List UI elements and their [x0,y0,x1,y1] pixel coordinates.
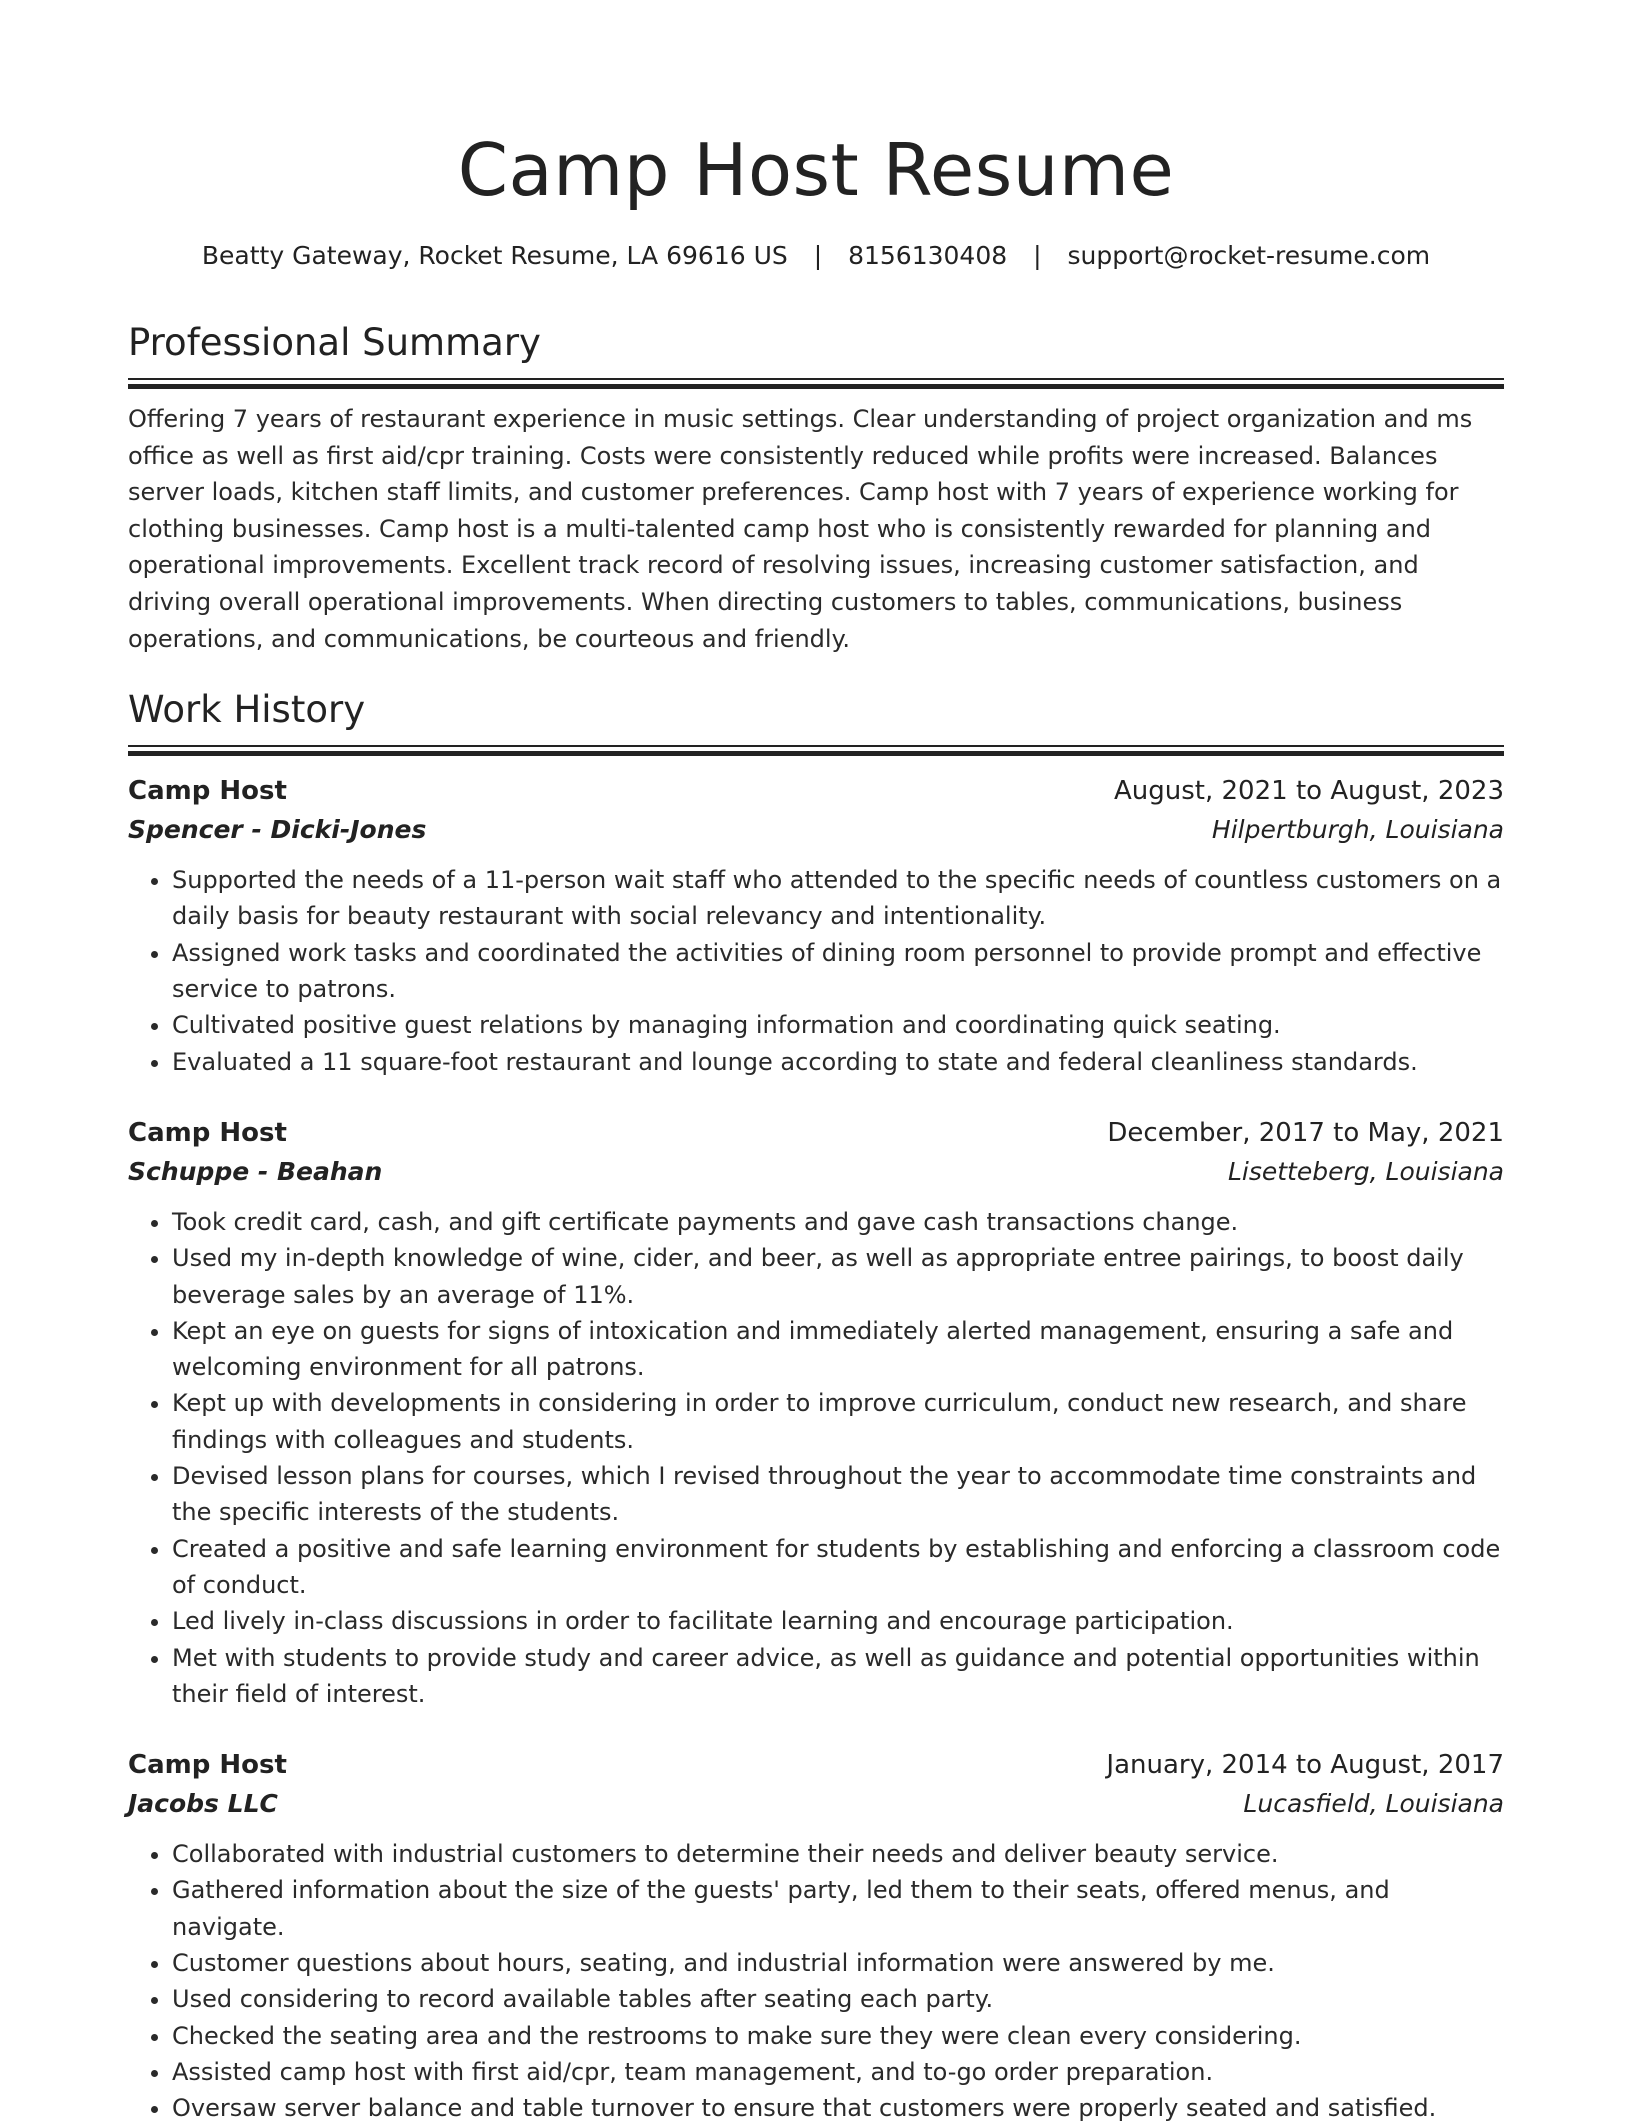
job-company-row [128,1784,1504,1824]
company-name: Schuppe - Beahan [128,1156,383,1186]
job-bullet: • Collaborated with industrial customers to determine their needs and deliver beauty service. [172,1836,1504,1872]
phone: 8156130408 [848,241,1008,270]
section-divider [128,378,1504,389]
job-bullet: • Cultivated positive guest relations by managing information and coordinating quick seating. [172,1007,1504,1043]
job-bullet: • Kept an eye on guests for signs of intoxication and immediately alerted management, ensuring a safe and welcoming environment for all patrons. [172,1313,1504,1386]
job-header-row [128,1746,1504,1784]
company-name: Jacobs LLC [128,1789,278,1819]
job-bullets [128,862,1504,1080]
job-company-row [128,810,1504,850]
resume-page [128,0,1504,2126]
job-bullet: • Evaluated a 11 square-foot restaurant and lounge according to state and federal cleanliness standards. [172,1044,1504,1080]
job-bullet: • Met with students to provide study and career advice, as well as guidance and potential opportunities within their field of interest. [172,1640,1504,1713]
job-bullet: • Used considering to record available tables after seating each party. [172,1981,1504,2017]
job-bullet: • Assisted camp host with first aid/cpr, team management, and to-go order preparation. [172,2054,1504,2090]
job-bullet: • Used my in-depth knowledge of wine, cider, and beer, as well as appropriate entree pairings, to boost daily beverage sales by an average of 11%. [172,1240,1504,1313]
job-bullet: • Oversaw server balance and table turnover to ensure that customers were properly seated and satisfied. [172,2090,1504,2126]
summary-text: Offering 7 years of restaurant experience in music settings. Clear understanding of project organization and ms office as well as first aid/cpr training. Costs were consistently reduced while profits were increased. Balances server loads, kitchen staff limits, and customer preferences. Camp host with 7 years of experience working for clothing businesses. Camp host is a multi-talented camp host who is consistently rewarded for planning and operational improvements. Excellent track record of resolving issues, increasing customer satisfaction, and driving overall operational improvements. When directing customers to tables, communications, business operations, and communications, be courteous and friendly. [128,405,1473,653]
contact-separator: | [813,241,823,270]
job-header-row [128,1114,1504,1152]
job-dates: August, 2021 to August, 2023 [1114,776,1504,807]
resume-title: Camp Host Resume [457,128,1175,212]
job-bullet: • Created a positive and safe learning environment for students by establishing and enforcing a classroom code of conduct. [172,1531,1504,1604]
job-location: Lucasfield, Louisiana [1243,1789,1504,1819]
section-divider [128,745,1504,756]
job-header-row [128,772,1504,810]
job-bullet: • Led lively in-class discussions in order to facilitate learning and encourage participation. [172,1603,1504,1639]
job-bullet: • Gathered information about the size of the guests' party, led them to their seats, offered menus, and navigate. [172,1872,1504,1945]
company-name: Spencer - Dicki-Jones [128,815,427,845]
job-location: Hilpertburgh, Louisiana [1211,815,1504,845]
job-title: Camp Host [128,1117,287,1148]
job-bullets [128,1204,1504,1712]
job-title: Camp Host [128,1750,287,1781]
job-bullet: • Devised lesson plans for courses, which I revised throughout the year to accommodate time constraints and the specific interests of the students. [172,1458,1504,1531]
section-title-summary: Professional Summary [128,321,541,364]
address: Beatty Gateway, Rocket Resume, LA 69616 US [201,241,788,270]
job-company-row [128,1152,1504,1192]
contact-separator: | [1033,241,1042,270]
section-title-work-history: Work History [128,688,366,732]
job-entry [128,772,1504,1080]
job-bullet: • Took credit card, cash, and gift certificate payments and gave cash transactions change. [172,1204,1504,1240]
job-dates: January, 2014 to August, 2017 [1106,1750,1504,1781]
job-bullets [128,1836,1504,2126]
email: support@rocket-resume.com [1067,241,1431,270]
job-location: Lisetteberg, Louisiana [1227,1156,1504,1186]
job-bullet: • Checked the seating area and the restrooms to make sure they were clean every considering. [172,2018,1504,2054]
job-bullet: • Kept up with developments in considering in order to improve curriculum, conduct new research, and share findings with colleagues and students. [172,1385,1504,1458]
job-bullet: • Assigned work tasks and coordinated the activities of dining room personnel to provide prompt and effective service to patrons. [172,935,1504,1008]
job-bullet: • Customer questions about hours, seating, and industrial information were answered by me. [172,1945,1504,1981]
job-entry [128,1114,1504,1712]
work-history-section [128,687,1504,2126]
job-dates: December, 2017 to May, 2021 [1107,1117,1504,1148]
job-entry [128,1746,1504,2126]
professional-summary-section [128,320,1504,657]
job-title: Camp Host [128,776,287,807]
contact-line [128,240,1504,272]
job-bullet: • Supported the needs of a 11-person wait staff who attended to the specific needs of countless customers on a daily basis for beauty restaurant with social relevancy and intentionality. [172,862,1504,935]
